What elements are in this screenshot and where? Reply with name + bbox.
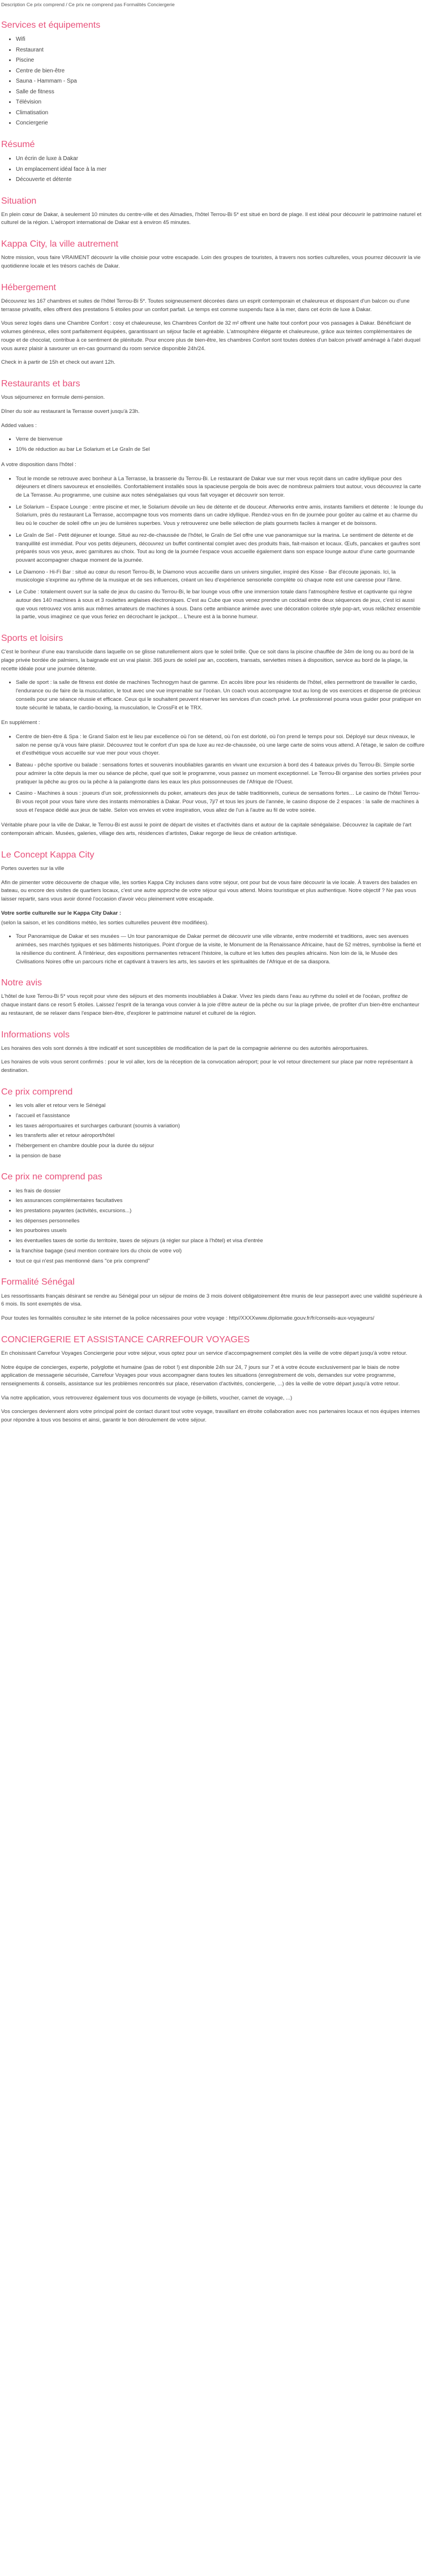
list-item: • Centre de bien-être & Spa : le Grand Salon est le lieu par excellence où l'on se détend, où l'on est dorloté, où l'on prend le temps pour soi. Déployé sur deux niveaux, le salon ne pense qu'à vous faire plaisir. Découvrez tout le confort d'un spa de luxe au rez-de-chaussée, où une large carte de soins vous attend. A l'étage, le salon de coiffure et d'esthétique vous accueille sur vue mer pour vous choyer.: [16, 733, 424, 758]
list-item: • Piscine: [16, 56, 424, 65]
list-item: • les dépenses personnelles: [16, 1217, 424, 1226]
list-item: • Salle de sport : la salle de fitness est dotée de machines Technogym haut de gamme. En accès libre pour les résidents de l'hôtel, elles permettront de travailler le cardio, l'endurance ou de faire de la musculation, le tout avec une vue imprenable sur l'océan. Un coach vous accompagne tout au long de vos exercices et dispense de précieux conseils pour une séance réussie et efficace. Ceux qui le souhaitent peuvent réserver les services d'un coach privé. Le professionnel pourra vous guider pour pratiquer en toute sécurité le tabata, le cardio-boxing, la musculation, le CrossFit et le TRX.: [16, 679, 424, 712]
restaurants-title: Restaurants et bars: [1, 379, 80, 389]
list-item: • Conciergerie: [16, 119, 424, 128]
list-item: • Verre de bienvenue: [16, 436, 424, 444]
hebergement-p3: Check in à partir de 15h et check out avant 12h.: [1, 359, 115, 366]
hebergement-title: Hébergement: [1, 282, 56, 292]
list-item: • Climatisation: [16, 109, 424, 118]
conciergerie-p4: Vos concierges deviennent alors votre principal point de contact durant tout votre voyage, travaillant en étroite collaboration avec nos partenaires locaux et nos équipes internes pour répondre à tous vos besoins et ainsi, garantir le bon déroulement de votre séjour.: [1, 1408, 420, 1424]
formalite-p2: Pour toutes les formalités consultez le site internet de la police nécessaires pour votre voyage : http//XXXXwww.diplomatie.gouv.fr/fr/conseils-aux-voyageurs/: [1, 1315, 375, 1321]
list-item: • Un emplacement idéal face à la mer: [16, 165, 424, 174]
list-item: • les taxes aéroportuaires et surcharges carburant (soumis à variation): [16, 1122, 424, 1131]
conciergerie-p3: Via notre application, vous retrouverez également tous vos documents de voyage (e-billets, voucher, carnet de voyage, ...): [1, 1394, 293, 1401]
list-item: • Un écrin de luxe à Dakar: [16, 154, 424, 163]
kappa-title: Kappa City, la ville autrement: [1, 239, 118, 249]
list-item: • les frais de dossier: [16, 1187, 424, 1196]
concept-title: Le Concept Kappa City: [1, 850, 95, 860]
concept-p3: Votre sortie culturelle sur le Kappa City Dakar :: [1, 910, 122, 916]
situation-title: Situation: [1, 196, 37, 206]
list-item: • l'hébergement en chambre double pour la durée du séjour: [16, 1142, 424, 1151]
services-title: Services et équipements: [1, 20, 101, 31]
noprix-list: [1, 1187, 424, 1266]
list-item: • Wifi: [16, 35, 424, 44]
sports-title: Sports et loisirs: [1, 634, 63, 644]
list-item: • l'accueil et l'assistance: [16, 1112, 424, 1121]
list-item: • les assurances complémentaires facultatives: [16, 1197, 424, 1205]
restaurants-dispo-label: A votre disposition dans l'hôtel :: [1, 461, 76, 468]
list-item: • Centre de bien-être: [16, 67, 424, 76]
sports-supp-label: En supplément :: [1, 720, 40, 726]
list-item: • Tour Panoramique de Dakar et ses musées — Un tour panoramique de Dakar permet de découvrir une ville vibrante, entre modernité et traditions, avec ses avenues animées, ses marchés typiques et ses bâtiments historiques. Point d'orgue de la visite, le Monument de la Renaissance Africaine, haut de 52 mètres, symbolise la fierté et la résilience du continent. À l'intérieur, des expositions permanentes retracent l'histoire, la culture et les luttes des peuples africains. Non loin de là, le Musée des Civilisations Noires offre un parcours riche et captivant à travers les arts, les savoirs et les spiritualités de l'Afrique et de sa diaspora.: [16, 933, 424, 966]
sports-p-end: Véritable phare pour la ville de Dakar, le Terrou-Bi est aussi le point de départ de visites et d'activités dans et autour de la capitale sénégalaise. Découvrez la capitale de l'art contemporain africain. Musées, galeries, village des arts, résidences d'artistes, Dakar regorge de lieux de création artistique.: [1, 822, 411, 837]
restaurants-added-list: [1, 436, 424, 454]
concept-p1: Portes ouvertes sur la ville: [1, 865, 65, 872]
conciergerie-title: CONCIERGERIE ET ASSISTANCE CARREFOUR VOYAGES: [1, 1334, 250, 1345]
list-item: • Bateau - pêche sportive ou balade : sensations fortes et souvenirs inoubliables garantis en vivant une excursion à bord des 4 bateaux privés du Terrou-Bi. Simple sortie pour admirer la côte depuis la mer ou séance de pêche, quel que soit le programme, vous passez un moment exceptionnel. Le Terrou-Bi organise des sorties privées pour pratiquer la pêche au gros ou la pêche à la palangrotte dans les eaux les plus poissonneuses de l'Afrique de l'Ouest.: [16, 761, 424, 786]
list-item: • Le Graîn de Sel - Petit déjeuner et lounge. Situé au rez-de-chaussée de l'hôtel, le Graîn de Sel offre une vue panoramique sur la marina. Le sentiment de détente et de tranquillité est immédiat. Pour vos petits déjeuners, découvrez un buffet continental complet avec des produits frais, fait-maison et locaux. Œufs, pancakes et gaufres sont préparés sous vos yeux, avec garnitures au choix. Tout au long de la journée l'espace vous accueille également dans son espace lounge autour d'une carte gourmande pouvant accompagner chaque moment de la journée.: [16, 532, 424, 565]
sports-p1: C'est le bonheur d'une eau translucide dans laquelle on se glisse naturellement alors que le soleil brille. Que ce soit dans la piscine chauffée de 34m de long ou au bord de la plage privée bordée de palmiers, la baignade est un vrai plaisir. 365 jours de soleil par an, cocotiers, transats, serviettes mises à disposition, service au bord de la plage, la recette idéale pour une journée détente.: [1, 649, 414, 672]
noprix-title: Ce prix ne comprend pas: [1, 1172, 102, 1182]
avis-title: Notre avis: [1, 978, 42, 988]
restaurants-formula: Vous séjournerez en formule demi-pension.: [1, 394, 105, 401]
list-item: • la pension de base: [16, 1152, 424, 1161]
concept-p2: Afin de pimenter votre découverte de chaque ville, les sorties Kappa City incluses dans votre séjour, ont pour but de vous faire découvrir la vie locale. À travers des balades en bateau, ou encore des visites de quartiers locaux, c'est une autre approche de votre séjour qui vous attend. Moins touristique et plus authentique. Notre objectif ? Ne pas vous laisser repartir, sans vous avoir donné l'occasion d'avoir vécu pleinement votre escapade.: [1, 879, 418, 903]
list-item: • 10% de réduction au bar Le Solarium et Le Graîn de Sel: [16, 446, 424, 454]
list-item: • Restaurant: [16, 46, 424, 55]
formalite-title: Formalité Sénégal: [1, 1277, 75, 1287]
infos-title: Informations vols: [1, 1029, 70, 1040]
restaurants-venues-list: [1, 475, 424, 622]
restaurants-dinner: Dîner du soir au restaurant la Terrasse ouvert jusqu'à 23h.: [1, 408, 140, 415]
list-item: • Découverte et détente: [16, 175, 424, 184]
list-item: • les éventuelles taxes de sortie du territoire, taxes de séjours (à régler sur place à l'hôtel) et visa d'entrée: [16, 1237, 424, 1246]
kappa-text: Notre mission, vous faire VRAIMENT découvrir la ville choisie pour votre escapade. Loin des groupes de touristes, à travers nos sorties culturelles, vous pourrez découvrir la vie quotidienne locale et les trésors cachés de Dakar.: [1, 255, 421, 270]
conciergerie-p1: En choisissant Carrefour Voyages Conciergerie pour votre séjour, vous optez pour un service d'accompagnement complet dès la veille de votre départ jusqu'à votre retour.: [1, 1350, 407, 1356]
list-item: • les transferts aller et retour aéroport/hôtel: [16, 1132, 424, 1140]
list-item: • Casino - Machines à sous : joueurs d'un soir, professionnels du poker, amateurs des jeux de table traditionnels, curieux de sensations fortes… Le casino de l'hôtel Terrou-Bi vous reçoit pour vous faire vivre des instants mémorables à Dakar. Pour vous, 7j/7 et tous les jours de l'année, le casino dispose de 2 espaces : la salle de machines à sous et l'espace dédié aux jeux de table. Selon vos envies et votre inspiration, vous allez de l'un à l'autre au fil de votre soirée.: [16, 790, 424, 815]
situation-text: En plein cœur de Dakar, à seulement 10 minutes du centre-ville et des Almadies, l'hôtel Terrou-Bi 5* est situé en bord de plage. Il est idéal pour découvrir le patrimoine naturel et culturel de la région. L'aéroport international de Dakar est à environ 45 minutes.: [1, 211, 422, 226]
list-item: • Tout le monde se retrouve avec bonheur à La Terrasse, la brasserie du Terrou-Bi. Le restaurant de Dakar vue sur mer vous reçoit dans un cadre idyllique pour des déjeuners et dîners savoureux et ensoleillés. Confortablement installés sous la spacieuse pergola de bois avec de nombreux palmiers tout autour, vous découvrez la carte de La Terrasse. Au programme, une cuisine aux notes sénégalaises qui vous fait voyager et découvrir son terroir.: [16, 475, 424, 500]
list-item: • tout ce qui n'est pas mentionné dans "ce prix comprend": [16, 1257, 424, 1266]
list-item: • Sauna - Hammam - Spa: [16, 77, 424, 86]
prix-list: [1, 1102, 424, 1160]
breadcrumb: Description Ce prix comprend / Ce prix ne comprend pas Formalités Conciergerie: [1, 2, 175, 7]
infos-p2: Les horaires de vols vous seront confirmés : pour le vol aller, lors de la réception de la convocation aéroport; pour le vol retour directement sur place par notre représentant à destination.: [1, 1059, 413, 1074]
infos-p1: Les horaires des vols sont donnés à titre indicatif et sont susceptibles de modification de la part de la compagnie aérienne ou des autorités aéroportuaires.: [1, 1045, 369, 1052]
resume-title: Résumé: [1, 139, 35, 149]
resume-list: [1, 154, 424, 184]
restaurants-added-label: Added values :: [1, 422, 37, 429]
concept-tour-list: [1, 933, 424, 966]
conciergerie-p2: Notre équipe de concierges, experte, polyglotte et humaine (pas de robot !) est disponible 24h sur 24, 7 jours sur 7 et à votre écoute exclusivement par le biais de notre application de messagerie sécurisée, Carrefour Voyages pour vous accompagner dans toutes les situations (enregistrement de vols, demandes sur votre programme, renseignements & conseils, assistance sur les problèmes rencontrés sur place, réservation d'activités, conciergerie, ...) dès la veille de votre départ jusqu'à votre retour.: [1, 1364, 400, 1388]
sports-gym-list: [1, 679, 424, 712]
list-item: • la franchise bagage (seul mention contraire lors du choix de votre vol): [16, 1247, 424, 1256]
list-item: • Le Solarium – Espace Lounge : entre piscine et mer, le Solarium dévoile un lieu de détente et de douceur. Afterworks entre amis, instants familiers et détente : le lounge du Solarium, près du restaurant La Terrasse, accompagne tous vos moments dans un cadre idyllique. Rendez-vous en fin de journée pour goûter au calme et au charme du lieu où le coucher de soleil offre un jeu de lumières superbes. Vous y retrouverez une belle sélection de plats gourmets faciles à manger et de boissons.: [16, 503, 424, 528]
avis-text: L'hôtel de luxe Terrou-Bi 5* vous reçoit pour vivre des séjours et des moments inoubliables à Dakar. Vivez les pieds dans l'eau au rythme du soleil et de l'océan, profitez de chaque instant dans ce resort 5 étoiles. Laissez l'esprit de la teranga vous convier à la joie d'être auteur de la pêche ou sur la plage privée, de profiter d'un bien-être enchanteur au restaurant, de se relaxer dans l'espace bien-être, d'explorer le patrimoine naturel et culturel de la région.: [1, 993, 419, 1016]
list-item: • les vols aller et retour vers le Sénégal: [16, 1102, 424, 1110]
list-item: • Télévision: [16, 98, 424, 107]
hebergement-p2: Vous serez logés dans une Chambre Confort : cosy et chaleureuse, les Chambres Confort de 32 m² offrent une halte tout confort pour vos passages à Dakar. Bénéficiant de volumes généreux, elles sont parfaitement équipées, garantissant un séjour facile et agréable. L'atmosphère élégante et chaleureuse, grâce aux teintes complémentaires de rouge et de chocolat, contribue à ce sentiment de plénitude. Pour encore plus de bien-être, les chambres Confort sont toutes dotées d'un balcon privatif aménagé à l'abri duquel vous aurez plaisir à savourer un en-cas gourmand du room service disponible 24h/24.: [1, 320, 421, 352]
list-item: • Salle de fitness: [16, 88, 424, 97]
hebergement-p1: Découvrez les 167 chambres et suites de l'hôtel Terrou-Bi 5*. Toutes soigneusement décorées dans un esprit contemporain et chaleureux et disposant d'un balcon ou d'une terrasse privatifs, elles offrent des prestations 5 étoiles pour un confort parfait. Le temps est comme suspendu face à la mer, dans cet écrin de luxe à Dakar.: [1, 298, 410, 313]
sports-supp-list: [1, 733, 424, 815]
list-item: • les pourboires usuels: [16, 1227, 424, 1235]
prix-title: Ce prix comprend: [1, 1087, 73, 1097]
concept-p4: (selon la saison, et les conditions météo, les sorties culturelles peuvent être modifiées).: [1, 919, 209, 926]
list-item: • Le Cube : totalement ouvert sur la salle de jeux du casino du Terrou-Bi, le bar lounge vous offre une immersion totale dans l'atmosphère festive et captivante qui règne autour des 140 machines à sous et 3 roulettes anglaises électroniques. C'est au Cube que vous venez prendre un cocktail entre deux séquences de jeux, c'est ici aussi que vous retrouvez vos amis aux mêmes amateurs de machines à sous. Dans cette ambiance animée avec une décoration colorée style pop-art, vous relâchez ensemble la partie, vous imaginez ce que vous feriez en décrochant le jackpot… L'heure est à la bonne humeur.: [16, 588, 424, 622]
services-list: [1, 35, 424, 128]
list-item: • Le Diamono - Hi-Fi Bar : situé au cœur du resort Terrou-Bi, le Diamono vous accueille dans un univers singulier, inspiré des Kisse - Bar d'écoute japonais. Ici, la musicologie s'exprime au rythme de la musique et de ses influences, créant un lieu d'expérience sensorielle complète où chaque note est une caresse pour l'âme.: [16, 568, 424, 585]
list-item: • les prestations payantes (activités, excursions...): [16, 1207, 424, 1216]
formalite-p1: Les ressortissants français désirant se rendre au Sénégal pour un séjour de moins de 3 mois doivent obligatoirement être munis de leur passeport avec une validité supérieure à 6 mois. Ils sont exemptés de visa.: [1, 1293, 422, 1308]
